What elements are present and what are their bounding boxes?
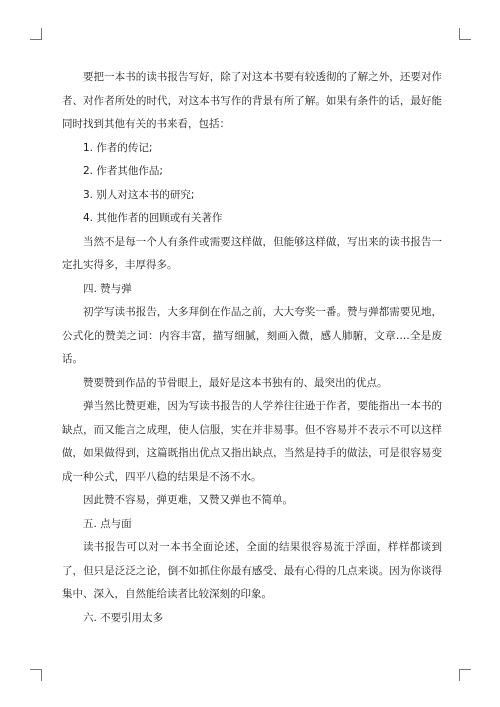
paragraph: 因此赞不容易，弹更难，又赞又弹也不简单。 <box>83 494 293 506</box>
paragraph: 要把一本书的读书报告写好，除了对这本书要有较透彻的了解之外，还要对作者、对作者所处的时代，对这本书写作的背景有所了解。如果有条件的话，最好能同时找到其他有关的书来看，包括： <box>62 71 442 130</box>
document-body <box>62 66 442 630</box>
paragraph: 当然不是每一个人有条件或需要这样做，但能够这样做，写出来的读书报告一定扎实得多，丰厚得多。 <box>62 235 442 271</box>
paragraph: 赞要赞到作品的节骨眼上，最好是这本书独有的、最突出的优点。 <box>83 376 388 389</box>
crop-mark-bottom-right <box>459 669 471 681</box>
paragraph: 弹当然比赞更难，因为写读书报告的人学养往往逊于作者，要能指出一本书的缺点，而又能言之成理，使人信服，实在并非易事。但不容易并不表示不可以这样做，如果做得到，这篇既指出优点又指出缺点，当然是持手的做法，可是很容易变成一种公式，四平八稳的结果是不汤不水。 <box>62 400 442 483</box>
list-item: 1. 作者的传记; <box>83 141 153 154</box>
section-heading: 五. 点与面 <box>83 517 132 530</box>
paragraph: 读书报告可以对一本书全面论述，全面的结果很容易流于浮面，样样都谈到了，但只是泛泛之论，倒不如抓住你最有感受、最有心得的几点来谈。因为你谈得集中、深入，自然能给读者比较深刻的印象。 <box>62 541 442 600</box>
section-heading: 四. 赞与弹 <box>83 282 132 295</box>
list-item: 4. 其他作者的回顾或有关著作 <box>83 212 223 224</box>
section-heading: 六. 不要引用太多 <box>83 611 164 624</box>
crop-mark-top-left <box>30 28 42 40</box>
paragraph: 初学写读书报告，大多拜倒在作品之前，大大夸奖一番。赞与弹都需要见地，公式化的赞美之词：内容丰富，描写细腻，刻画入微，感人肺腑，文章….全是废话。 <box>62 306 442 365</box>
crop-mark-bottom-left <box>30 669 42 681</box>
list-item: 3. 别人对这本书的研究; <box>83 188 195 201</box>
list-item: 2. 作者其他作品; <box>83 165 163 177</box>
crop-mark-top-right <box>459 28 471 40</box>
